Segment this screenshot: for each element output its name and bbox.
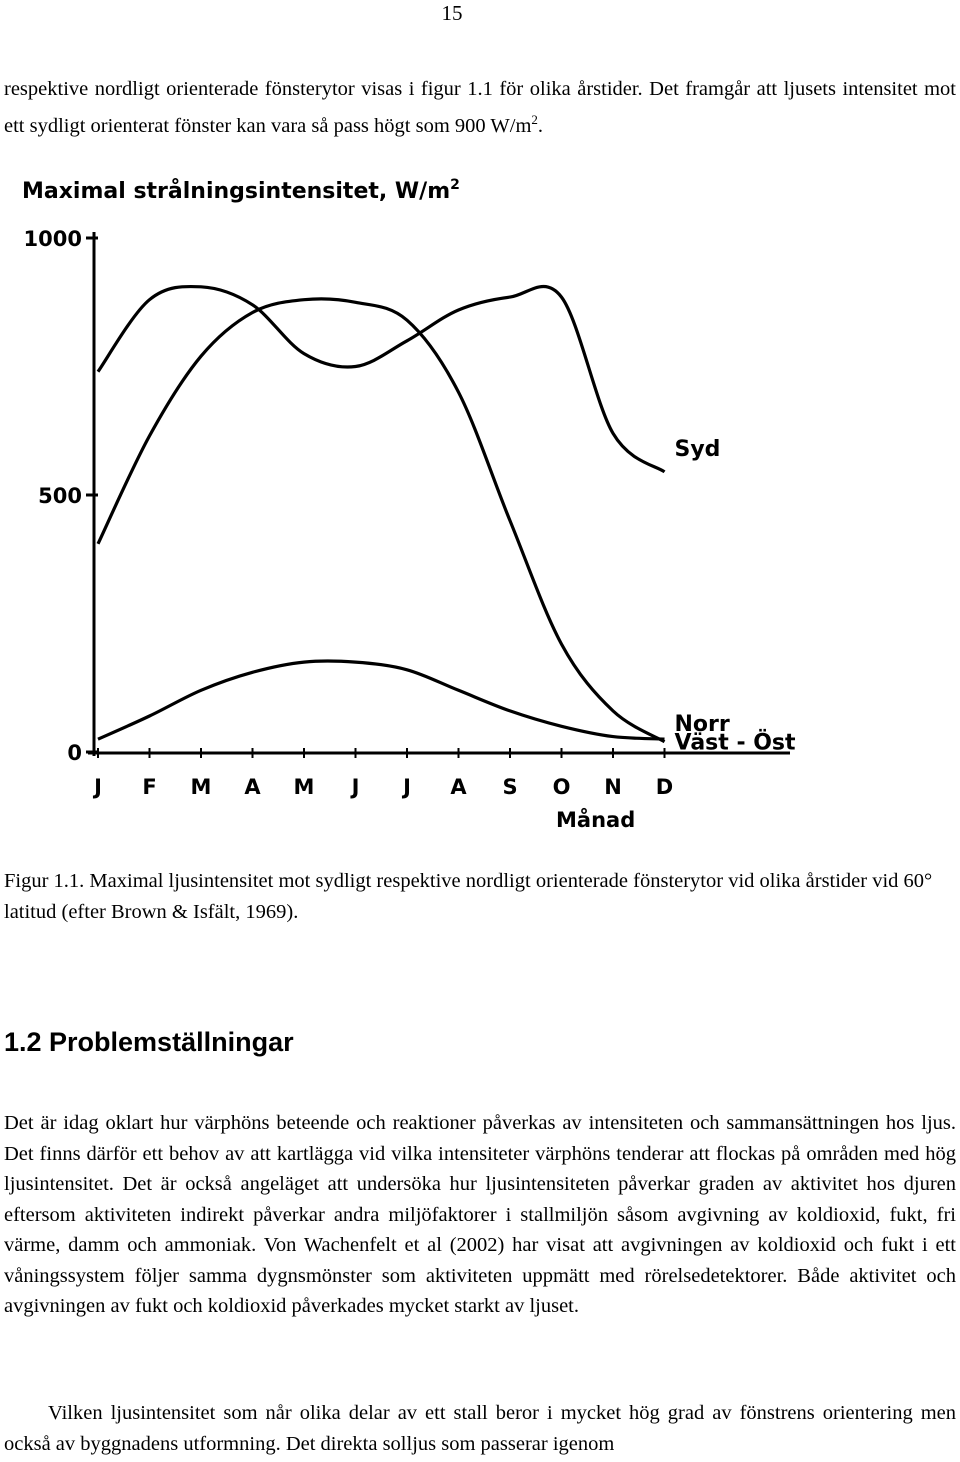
radiation-chart-figure: [6, 162, 810, 862]
y-tick-label-0: 0: [67, 741, 82, 765]
section-heading: 1.2 Problemställningar: [4, 1027, 294, 1057]
x-tick-label-2: M: [190, 775, 212, 799]
x-tick-label-5: J: [351, 775, 360, 799]
x-tick-label-7: A: [450, 775, 467, 799]
intro-text-end: .: [537, 114, 544, 137]
y-tick-label-500: 500: [38, 484, 82, 508]
x-tick-label-9: O: [552, 775, 571, 799]
series-label-syd: Syd: [674, 436, 721, 462]
y-tick-label-1000: 1000: [23, 227, 82, 251]
intro-text: respektive nordligt orienterade fönsterytor visas i figur 1.1 för olika årstider. Det framgår att ljusets intensitet mot ett sydligt orienterat fönster kan vara så pass högt som 900 W/m: [4, 78, 956, 137]
intro-superscript: 2: [531, 111, 538, 127]
series-line-väst-öst: [98, 299, 665, 742]
section-paragraph-2: Vilken ljusintensitet som når olika delar av ett stall beror i mycket hög grad av fönstrens orientering men också av byggnadens utformning. Det direkta solljus som passerar igenom: [4, 1402, 956, 1455]
x-tick-label-8: S: [502, 775, 518, 799]
x-tick-label-0: J: [94, 775, 102, 799]
figure-caption: Figur 1.1. Maximal ljusintensitet mot sydligt respektive nordligt orienterade fönsterytor vid olika årstider vid 60° latitud (efter Brown & Isfält, 1969).: [4, 870, 933, 923]
x-tick-label-1: F: [142, 775, 157, 799]
x-ticks: [92, 748, 673, 799]
x-tick-label-6: J: [403, 775, 411, 799]
series-lines: [98, 286, 665, 741]
series-labels: [675, 437, 797, 756]
x-tick-label-4: M: [293, 775, 315, 799]
intro-paragraph: [4, 74, 956, 141]
series-label-norr: Norr: [674, 712, 730, 738]
x-tick-label-3: A: [244, 775, 261, 799]
radiation-chart: [6, 162, 810, 862]
x-axis-label: Månad: [556, 808, 636, 832]
x-tick-label-11: D: [655, 775, 674, 799]
chart-title: Maximal strålningsintensitet, $W/m^2$: [22, 177, 460, 204]
series-label-väst-öst: Väst - Öst: [674, 730, 796, 756]
x-tick-label-10: N: [604, 775, 622, 799]
y-ticks: [24, 227, 98, 765]
section-paragraph-1: Det är idag oklart hur värphöns beteende och reaktioner påverkas av intensiteten och sammansättningen hos ljus. Det finns därför ett behov av att kartlägga vid vilka intensiteter värphöns tenderar att flockas på områden med hög ljusintensitet. Det är också angeläget att undersöka hur ljusintensiteten påverkar graden av aktivitet hos djuren eftersom aktiviteten indirekt påverkar andra miljöfaktorer i stallmiljön såsom avgivning av koldioxid, fukt, fri värme, damm och ammoniak. Von Wachenfelt et al (2002) har visat att avgivningen av koldioxid och fukt i ett våningssystem följer samma dygnsmönster som aktiviteten uppmätt med rörelsedetektorer. Både aktivitet och avgivningen av fukt och koldioxid påverkades mycket starkt av ljuset.: [4, 1112, 956, 1317]
page-number: 15: [441, 1, 463, 25]
